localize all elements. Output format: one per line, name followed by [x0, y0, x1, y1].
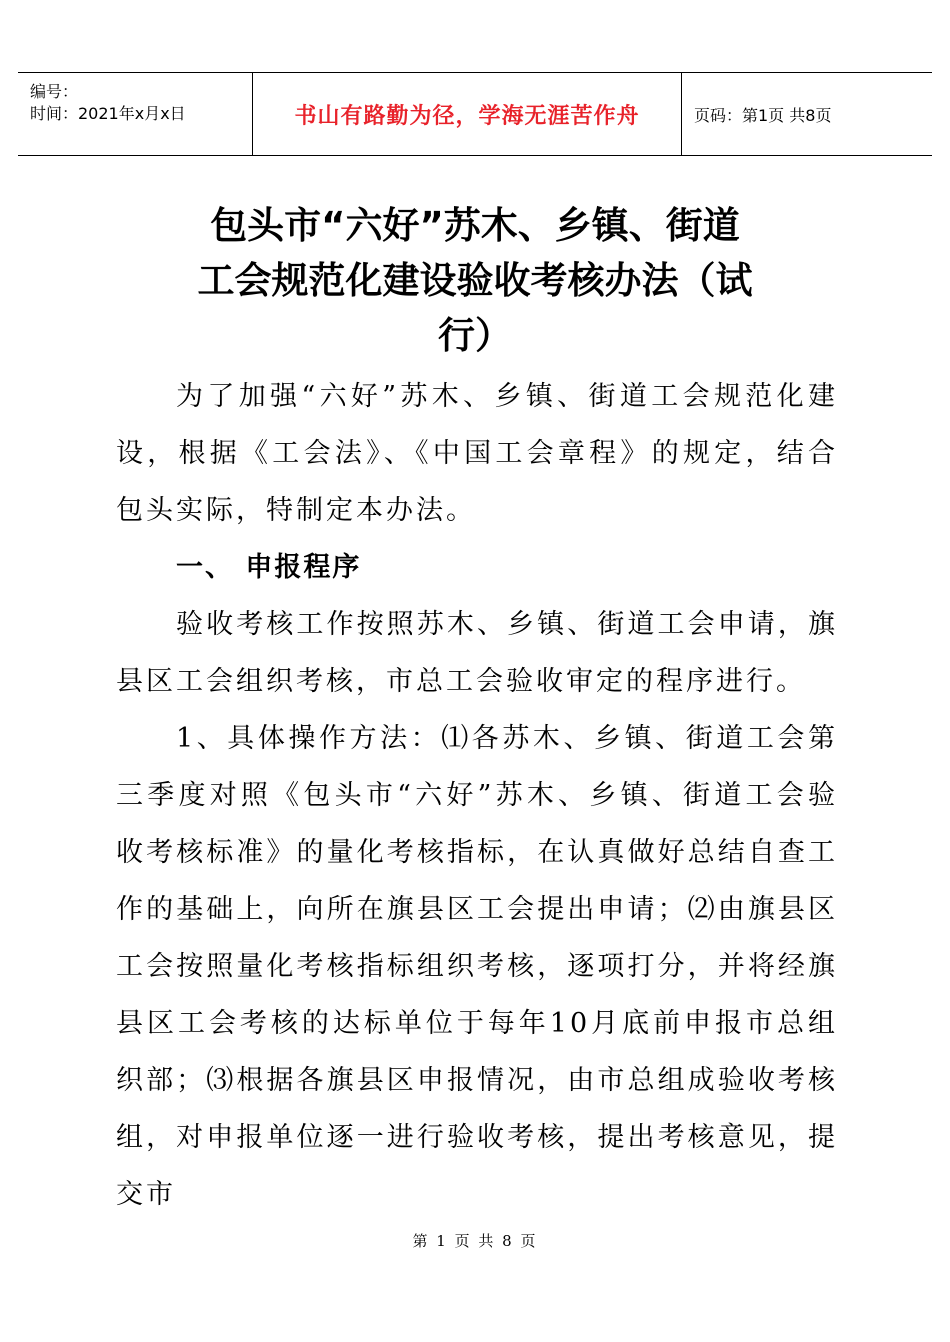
- header-motto: 书山有路勤为径，学海无涯苦作舟: [252, 73, 682, 155]
- section-heading: 一、 申报程序: [176, 552, 362, 583]
- document-title: [0, 198, 950, 363]
- number-label: 编号：: [30, 82, 79, 101]
- document-body: [116, 368, 838, 1223]
- header-page-code: 页码：第1页 共8页: [694, 105, 832, 125]
- section-paragraph: 1、具体操作方法：⑴各苏木、乡镇、街道工会第三季度对照《包头市“六好”苏木、乡镇、街道工会验收考核标准》的量化考核指标，在认真做好总结自查工作的基础上，向所在旗县区工会提出申请；⑵由旗县区工会按照量化考核指标组织考核，逐项打分，并将经旗县区工会考核的达标单位于每年10月底前申报市总组织部；⑶根据各旗县区申报情况，由市总组成验收考核组，对申报单位逐一进行验收考核，提出考核意见，提交市: [116, 723, 838, 1210]
- time-label: 时间：2021年x月x日: [30, 104, 186, 123]
- intro-paragraph: 为了加强“六好”苏木、乡镇、街道工会规范化建设，根据《工会法》、《中国工会章程》的规定，结合包头实际，特制定本办法。: [116, 381, 838, 526]
- title-line-3: 行）: [438, 314, 512, 357]
- section-paragraph: 验收考核工作按照苏木、乡镇、街道工会申请，旗县区工会组织考核，市总工会验收审定的程序进行。: [116, 609, 838, 697]
- document-header: [18, 72, 932, 156]
- title-line-1: 包头市“六好”苏木、乡镇、街道: [210, 204, 740, 247]
- header-meta: [18, 73, 252, 155]
- title-line-2: 工会规范化建设验收考核办法（试: [197, 259, 753, 302]
- page-footer: 第 1 页 共 8 页: [412, 1232, 538, 1250]
